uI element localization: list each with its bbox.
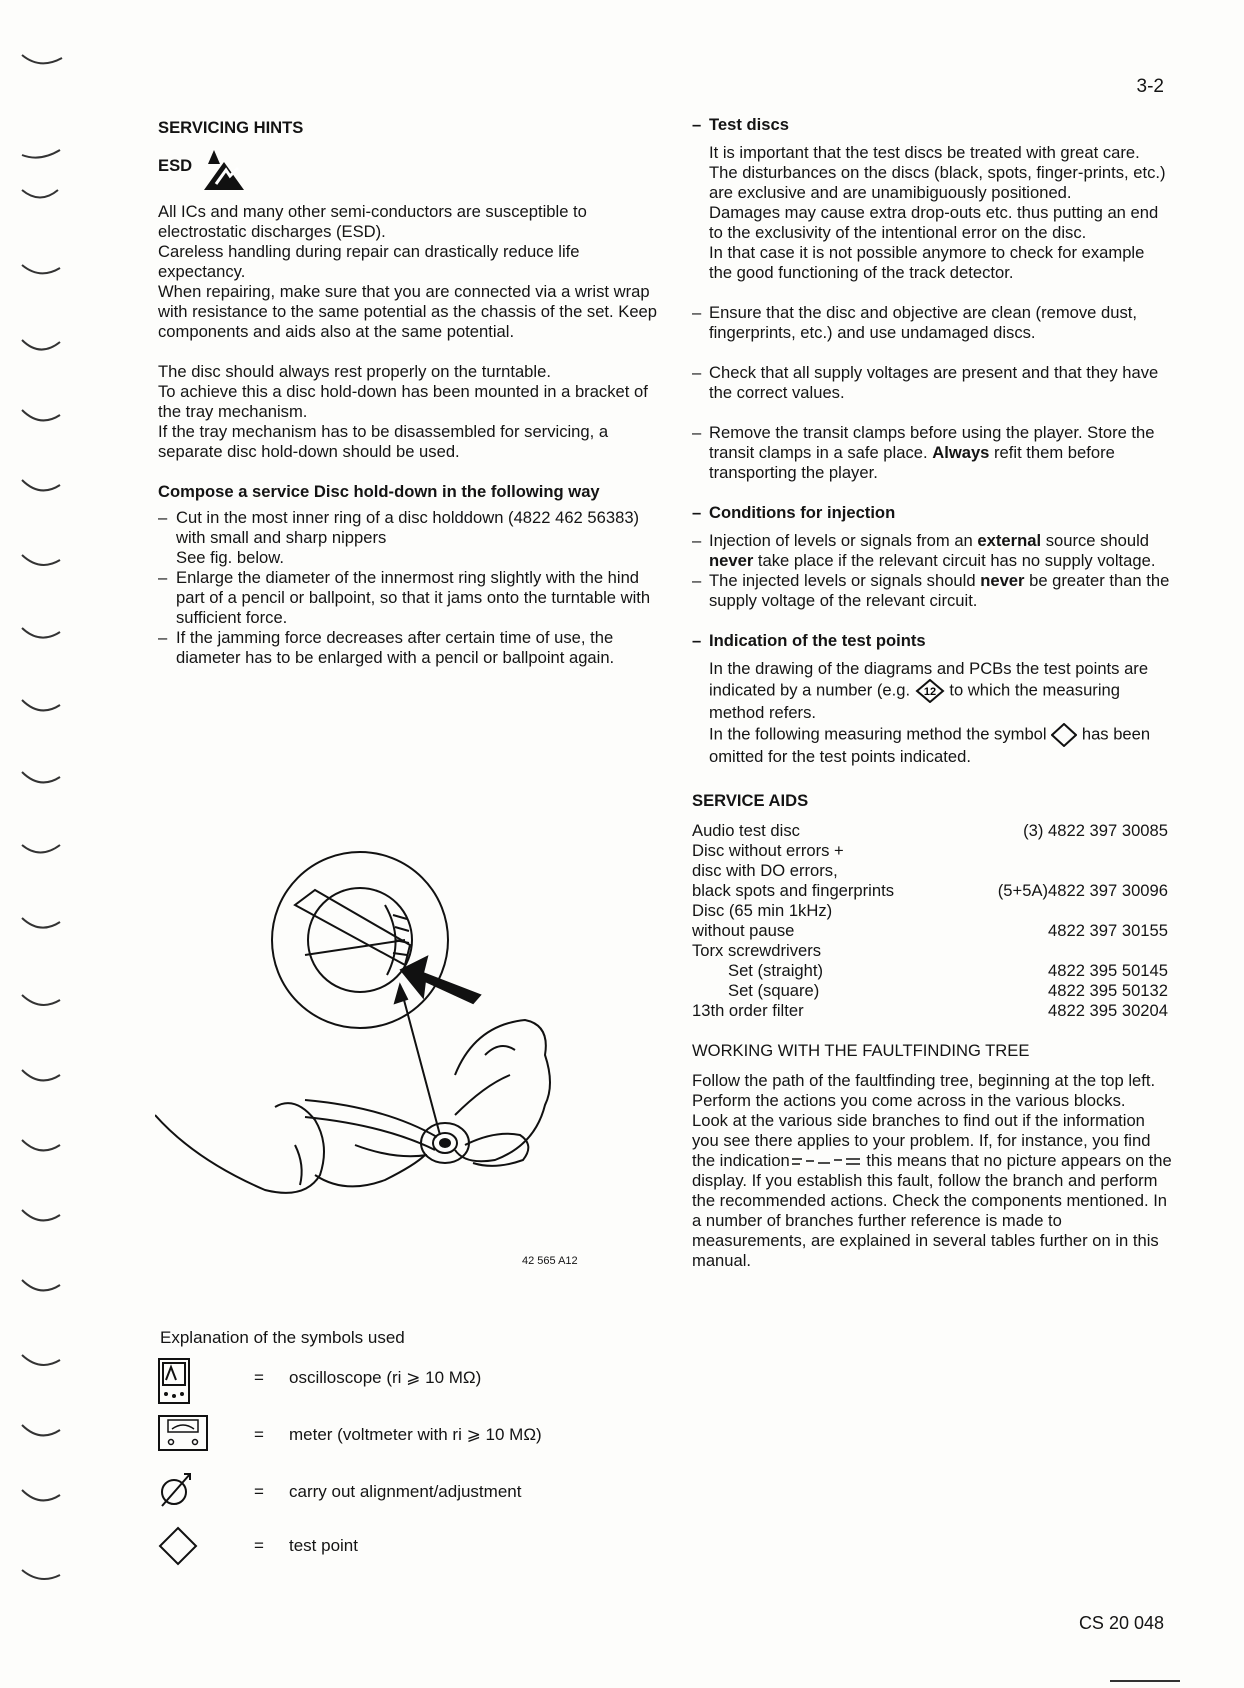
adjustment-icon xyxy=(158,1472,194,1508)
left-column xyxy=(158,118,658,668)
service-aid-code xyxy=(950,861,1168,881)
table-row xyxy=(692,821,1168,841)
left-hand xyxy=(155,1103,324,1193)
table-row xyxy=(692,921,1168,941)
list-item: – Cut in the most inner ring of a disc holddown (4822 462 56383) with small and sharp nippers See fig. below. xyxy=(158,508,658,568)
service-aid-label: Torx screwdrivers xyxy=(692,941,822,960)
figure-code: 42 565 A12 xyxy=(522,1255,578,1267)
text: In the drawing of the diagrams and PCBs the test points are indicated by a number (e.g. xyxy=(709,659,1149,700)
list-item: – Enlarge the diameter of the innermost ring slightly with the hind part of a pencil or ballpoint, so that it jams onto the turntable with sufficient force. xyxy=(158,568,658,628)
test-point-number: 12 xyxy=(923,686,936,698)
indication-line xyxy=(709,723,1172,767)
oscilloscope-icon xyxy=(158,1358,192,1404)
test-point-icon xyxy=(1051,723,1077,747)
service-aid-label: Disc (65 min 1kHz) xyxy=(692,901,833,920)
bold-text: never xyxy=(980,571,1025,590)
text: source should xyxy=(1045,531,1150,550)
transit-text: Remove the transit clamps before using the player. Store the transit clamps in a safe place. xyxy=(709,423,1155,462)
text: take place if the relevant circuit has no supply voltage. xyxy=(757,551,1156,570)
esd-text-line: Careless handling during repair can drastically reduce life expectancy. xyxy=(158,242,580,281)
list-item xyxy=(709,531,1172,571)
meter-icon xyxy=(158,1415,208,1451)
dash-mark: – xyxy=(692,115,702,134)
nippers-illustration xyxy=(155,845,600,1265)
text: to which the measuring method refers. xyxy=(709,680,1120,722)
fault-indication-symbol-icon xyxy=(790,1155,862,1169)
symbol-description: carry out alignment/adjustment xyxy=(289,1482,522,1501)
service-aid-label: black spots and fingerprints xyxy=(692,881,895,900)
binding-hole-mark xyxy=(22,150,60,158)
esd-row xyxy=(158,146,658,192)
list-item: – If the jamming force decreases after certain time of use, the diameter has to be enlarged with a pencil or ballpoint again. xyxy=(158,628,658,668)
text: Look at the various side branches to find out if the information you see there applies to your problem. If, for instance, you find the indication xyxy=(692,1111,1151,1170)
clean-disc-item: – Ensure that the disc and objective are clean (remove dust, fingerprints, etc.) and use undamaged discs. xyxy=(692,303,1172,343)
equals-sign: = xyxy=(254,1536,264,1555)
text: The injected levels or signals should xyxy=(709,571,976,590)
binding-hole-mark xyxy=(22,190,58,198)
table-row xyxy=(692,1001,1168,1021)
binding-hole-mark xyxy=(22,410,60,420)
service-aid-code xyxy=(950,901,1168,921)
faultfinding-heading: WORKING WITH THE FAULTFINDING TREE xyxy=(692,1041,1030,1060)
service-aid-code xyxy=(950,941,1168,961)
indication-heading: Indication of the test points xyxy=(709,631,926,650)
indication-line xyxy=(709,659,1172,723)
symbol-description: oscilloscope (ri ⩾ 10 MΩ) xyxy=(289,1368,482,1387)
service-aid-code: 4822 395 50145 xyxy=(1048,961,1168,980)
symbol-row-test-point xyxy=(158,1526,638,1566)
binding-hole-mark xyxy=(22,1355,60,1365)
bold-text: never xyxy=(709,551,754,570)
service-aid-label: disc with DO errors, xyxy=(692,861,838,880)
bold-text: external xyxy=(977,531,1042,550)
table-row xyxy=(692,961,1168,981)
compose-list xyxy=(158,508,658,668)
indication-section: – Indication of the test points In the drawing of the diagrams and PCBs the test points are indicated by a number (e.g. 12 to which the measuring method refers. In the following measuring method the symbol has been omitted for the test points indicated. xyxy=(692,631,1172,767)
esd-paragraph xyxy=(158,202,658,342)
text: Injection of levels or signals from an xyxy=(709,531,973,550)
text: this means that no picture appears on the display. If you establish this fault, follow the branch and perform the recommended actions. Check the components mentioned. In a number of branches further reference is made to measurements, are explained in several tables further on in this manual. xyxy=(692,1151,1172,1270)
binding-hole-mark xyxy=(22,1280,60,1290)
list-item: Check that all supply voltages are present and that they have the correct values. xyxy=(709,363,1159,402)
injection-item-1: – Injection of levels or signals from an external source should never take place if the relevant circuit has no supply voltage. xyxy=(692,531,1172,571)
service-aid-label: Set (square) xyxy=(728,981,820,1000)
test-discs-paragraph xyxy=(709,143,1172,283)
list-item xyxy=(709,571,1172,611)
binding-hole-mark xyxy=(22,1570,60,1579)
binding-hole-mark xyxy=(22,1070,60,1080)
binding-hole-mark xyxy=(22,555,60,565)
injection-item-2: – The injected levels or signals should never be greater than the supply voltage of the relevant circuit. xyxy=(692,571,1172,611)
table-row xyxy=(692,941,1168,961)
test-discs-line: In that case it is not possible anymore to check for example the good functioning of the track detector. xyxy=(709,243,1145,282)
servicing-hints-title: SERVICING HINTS xyxy=(158,118,304,137)
service-aid-code: (5+5A)4822 397 30096 xyxy=(997,881,1168,900)
list-item: Ensure that the disc and objective are clean (remove dust, fingerprints, etc.) and use undamaged discs. xyxy=(709,303,1137,342)
list-item xyxy=(709,423,1172,483)
disc-paragraph xyxy=(158,362,658,462)
table-row xyxy=(692,861,1168,881)
disc-text-line: If the tray mechanism has to be disassembled for servicing, a separate disc hold-down should be used. xyxy=(158,422,609,461)
binding-hole-mark xyxy=(22,1425,60,1435)
indication-paragraph xyxy=(709,659,1172,767)
equals-sign: = xyxy=(254,1482,264,1501)
binding-hole-mark xyxy=(22,772,60,782)
test-discs-section xyxy=(692,115,1172,283)
footer-rule xyxy=(1110,1680,1180,1682)
disc-text-line: To achieve this a disc hold-down has been mounted in a bracket of the tray mechanism. xyxy=(158,382,648,421)
text: has been omitted for the test points indicated. xyxy=(709,724,1151,766)
service-aid-label: Audio test disc xyxy=(692,821,800,840)
equals-sign: = xyxy=(254,1368,264,1387)
symbol-row-meter xyxy=(158,1415,638,1455)
table-row xyxy=(692,841,1168,861)
service-aid-label: Set (straight) xyxy=(728,961,823,980)
binding-holes-margin xyxy=(0,0,80,1688)
test-point-icon xyxy=(158,1526,198,1566)
equals-sign: = xyxy=(254,1425,264,1444)
transit-bold: Always xyxy=(932,443,990,462)
service-aid-code: 4822 397 30155 xyxy=(1048,921,1168,940)
disc-text-line: The disc should always rest properly on the turntable. xyxy=(158,362,551,381)
compose-heading: Compose a service Disc hold-down in the following way xyxy=(158,482,600,501)
test-discs-line: The disturbances on the discs (black, spots, finger-prints, etc.) are exclusive and are unamibiguously positioned. xyxy=(709,163,1166,202)
service-aid-label: Disc without errors + xyxy=(692,841,844,860)
binding-hole-mark xyxy=(22,845,60,853)
right-column xyxy=(692,115,1172,1271)
symbol-row-oscilloscope xyxy=(158,1358,638,1398)
service-aids-body xyxy=(692,821,1168,1021)
service-aid-code: (3) 4822 397 30085 xyxy=(1023,821,1168,840)
faultfinding-line xyxy=(692,1111,1172,1271)
faultfinding-line: Follow the path of the faultfinding tree, beginning at the top left. Perform the actions you come across in the various blocks. xyxy=(692,1071,1156,1110)
conditions-section: – Conditions for injection xyxy=(692,503,1172,523)
symbol-description: meter (voltmeter with ri ⩾ 10 MΩ) xyxy=(289,1425,542,1444)
service-aids-table xyxy=(692,821,1168,1021)
symbol-row-adjustment xyxy=(158,1472,638,1512)
binding-hole-mark xyxy=(22,340,60,350)
binding-hole-mark xyxy=(22,1140,60,1150)
numbered-test-point-icon xyxy=(915,679,945,703)
binding-hole-mark xyxy=(22,918,60,928)
faultfinding-paragraph xyxy=(692,1071,1172,1271)
test-discs-heading: Test discs xyxy=(709,115,789,134)
binding-hole-mark xyxy=(22,628,60,638)
service-aid-code: 4822 395 30204 xyxy=(1048,1001,1168,1020)
table-row xyxy=(692,901,1168,921)
table-row xyxy=(692,981,1168,1001)
pointer-arrow xyxy=(401,957,480,1003)
binding-hole-mark xyxy=(22,265,60,273)
esd-warning-icon xyxy=(198,146,250,192)
transit-clamps-item: – Remove the transit clamps before using the player. Store the transit clamps in a safe place. Always refit them before transporting the player. xyxy=(692,423,1172,483)
supply-voltage-item: – Check that all supply voltages are present and that they have the correct values. xyxy=(692,363,1172,403)
service-aid-code xyxy=(950,841,1168,861)
esd-text-line: When repairing, make sure that you are connected via a wrist wrap with resistance to the same potential as the chassis of the set. Keep components and aids also at the same potential. xyxy=(158,282,658,341)
binding-hole-mark xyxy=(22,995,60,1005)
binding-hole-mark xyxy=(22,700,60,710)
service-aid-label: without pause xyxy=(692,921,795,940)
esd-label: ESD xyxy=(158,156,193,175)
esd-text-line: All ICs and many other semi-conductors are susceptible to electrostatic discharges (ESD). xyxy=(158,202,587,241)
page-number: 3-2 xyxy=(1136,76,1164,97)
test-discs-line: It is important that the test discs be treated with great care. xyxy=(709,143,1140,162)
conditions-heading: Conditions for injection xyxy=(709,503,896,522)
service-aid-code: 4822 395 50132 xyxy=(1048,981,1168,1000)
symbols-title: Explanation of the symbols used xyxy=(160,1328,405,1347)
binding-hole-mark xyxy=(22,1490,60,1500)
service-aid-label: 13th order filter xyxy=(692,1001,804,1020)
footer-code: CS 20 048 xyxy=(1078,1613,1164,1633)
test-discs-line: Damages may cause extra drop-outs etc. thus putting an end to the exclusivity of the intentional error on the disc. xyxy=(709,203,1159,242)
table-row xyxy=(692,881,1168,901)
transit-tail: refit them before transporting the player. xyxy=(709,443,1115,482)
service-aids-heading: SERVICE AIDS xyxy=(692,791,809,810)
binding-hole-mark xyxy=(22,1210,60,1220)
symbol-description: test point xyxy=(289,1536,358,1555)
binding-hole-mark xyxy=(22,55,62,63)
text: In the following measuring method the symbol xyxy=(709,724,1047,744)
text: be greater than the supply voltage of the relevant circuit. xyxy=(709,571,1170,610)
binding-hole-mark xyxy=(22,480,60,490)
